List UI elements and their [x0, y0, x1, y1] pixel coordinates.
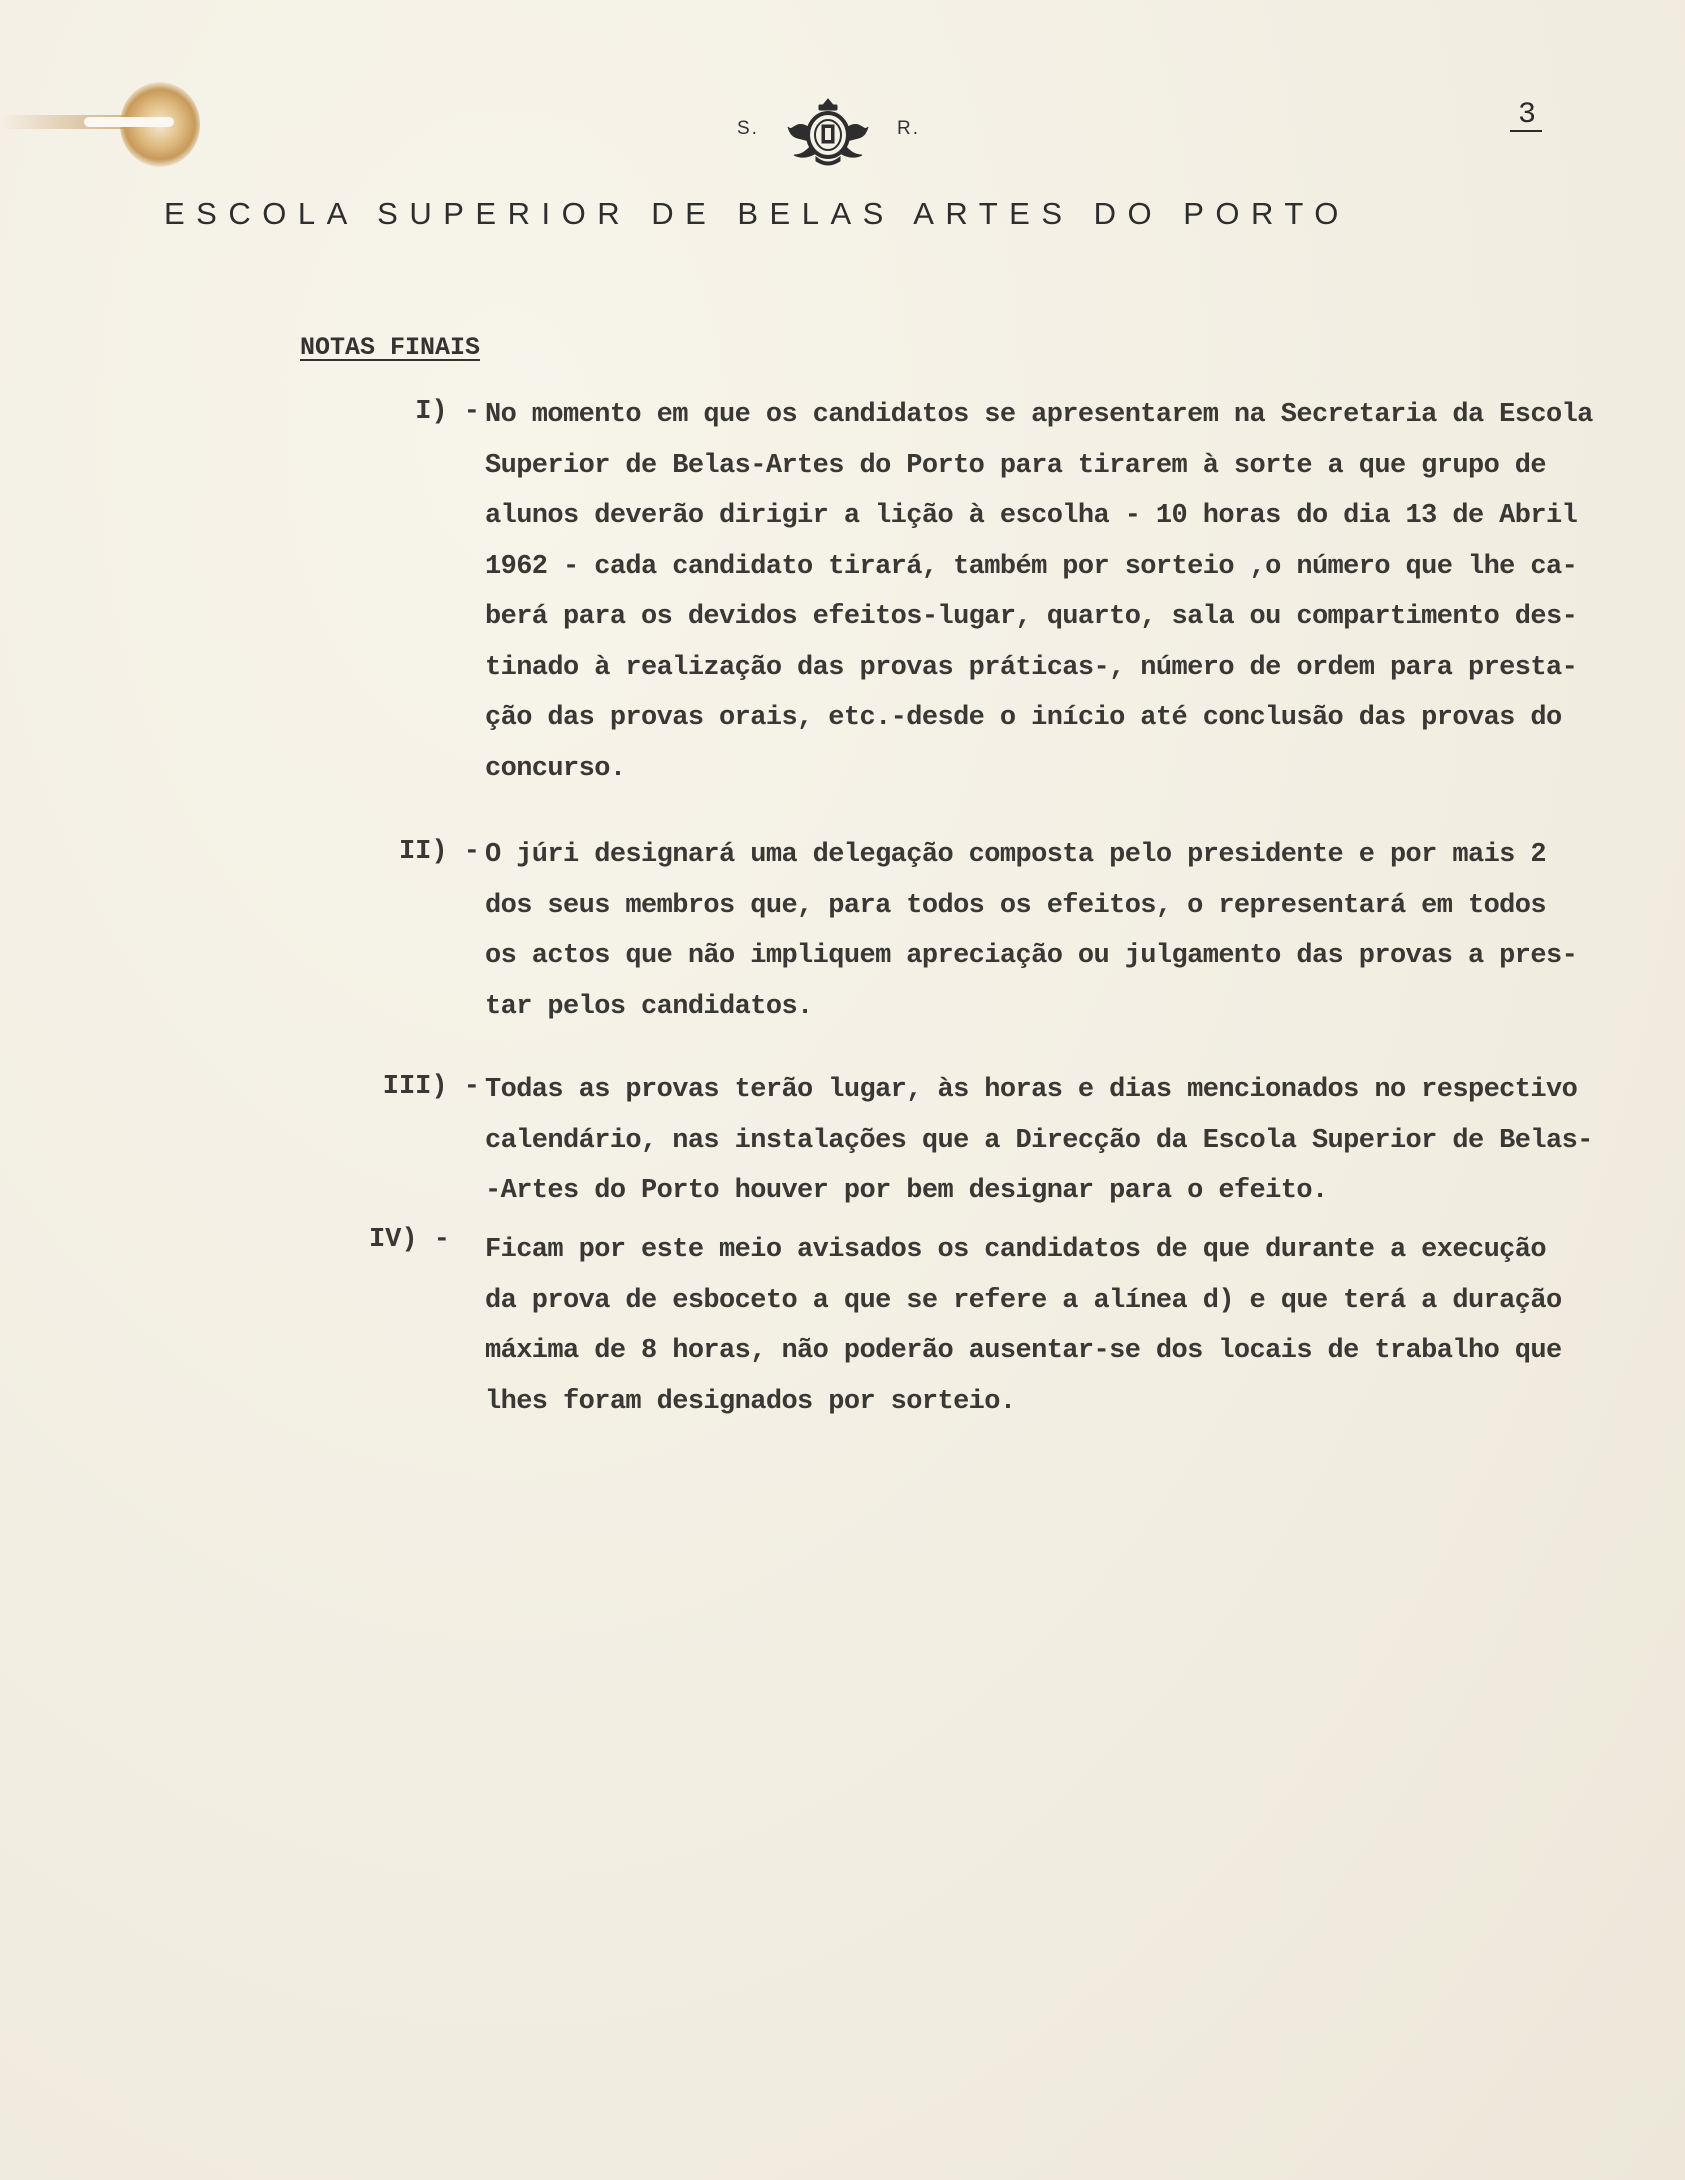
note-line: Ficam por este meio avisados os candidatos de que durante a execução: [485, 1235, 1546, 1265]
note-line: os actos que não impliquem apreciação ou julgamento das provas a pres-: [485, 941, 1578, 971]
note-line: O júri designará uma delegação composta pelo presidente e por mais 2: [485, 840, 1546, 870]
note-body: [485, 1225, 1655, 1427]
coat-of-arms-icon: [786, 97, 870, 169]
letterhead-right-initial: R.: [897, 118, 920, 139]
note-line: tar pelos candidatos.: [485, 991, 813, 1022]
note-body: [485, 830, 1655, 1032]
staple-hole: [84, 117, 174, 127]
note-line: Superior de Belas-Artes do Porto para tirarem à sorte a que grupo de: [485, 450, 1546, 481]
note-number: II) -: [398, 837, 480, 867]
note-line: lhes foram designados por sorteio.: [485, 1386, 1016, 1417]
note-line: -Artes do Porto houver por bem designar para o efeito.: [485, 1176, 1328, 1206]
letterhead-left-initial: S.: [737, 118, 759, 139]
note-line: No momento em que os candidatos se apresentarem na Secretaria da Escola: [485, 400, 1593, 430]
note-line: máxima de 8 horas, não poderão ausentar-se dos locais de trabalho que: [485, 1336, 1562, 1366]
note-line: berá para os devidos efeitos-lugar, quarto, sala ou compartimento des-: [485, 602, 1578, 632]
note-body: [485, 390, 1655, 794]
institution-name: ESCOLA SUPERIOR DE BELAS ARTES DO PORTO: [164, 196, 1350, 231]
note-number: IV) -: [368, 1225, 450, 1255]
note-number: I) -: [415, 397, 480, 427]
note-line: dos seus membros que, para todos os efeitos, o representará em todos: [485, 890, 1546, 921]
note-line: concurso.: [485, 753, 626, 784]
note-number: III) -: [382, 1072, 480, 1102]
note-line: Todas as provas terão lugar, às horas e dias mencionados no respectivo: [485, 1075, 1578, 1105]
note-body: [485, 1065, 1655, 1217]
note-line: da prova de esboceto a que se refere a alínea d) e que terá a duração: [485, 1285, 1562, 1316]
note-line: 1962 - cada candidato tirará, também por sorteio ,o número que lhe ca-: [485, 551, 1578, 582]
note-line: calendário, nas instalações que a Direcção da Escola Superior de Belas-: [485, 1125, 1593, 1156]
section-title: NOTAS FINAIS: [300, 333, 481, 362]
note-line: tinado à realização das provas práticas-, número de ordem para presta-: [485, 652, 1578, 683]
page-number: 3: [1510, 100, 1542, 132]
note-line: ção das provas orais, etc.-desde o início até conclusão das provas do: [485, 703, 1562, 733]
note-line: alunos deverão dirigir a lição à escolha - 10 horas do dia 13 de Abril: [485, 501, 1578, 531]
